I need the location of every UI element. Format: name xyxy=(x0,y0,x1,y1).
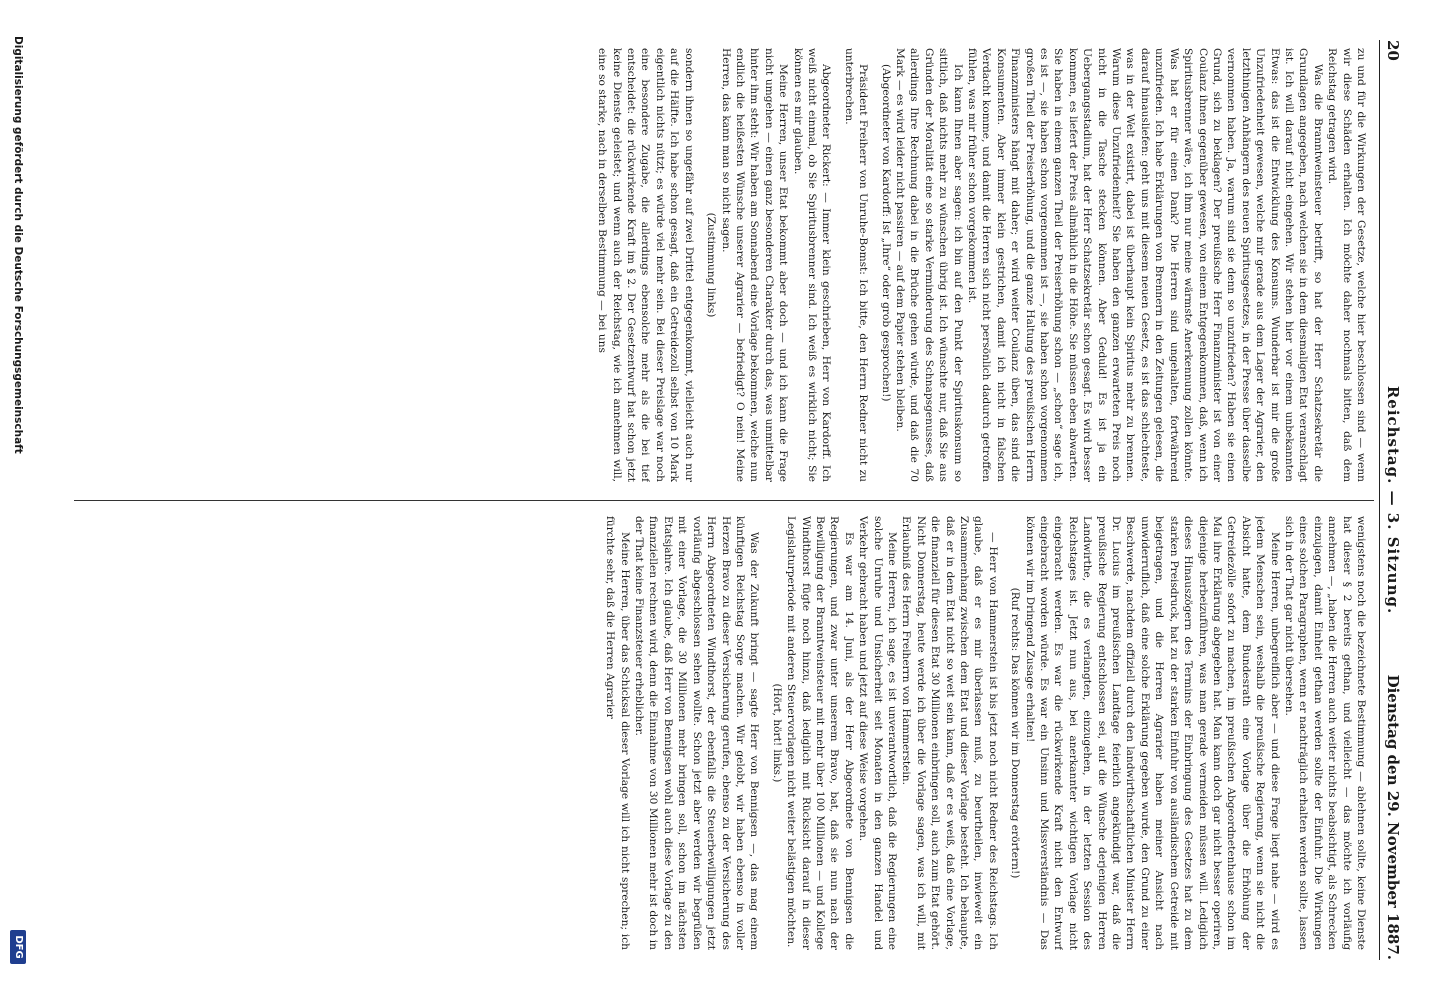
paragraph: zu und für die Wirkungen der Gesetze, welche hier beschlossen sind — wenn wir diese Schäden erhalten. Ich möchte daher nochmals bitten, daß dem Reichstag getragen wird. xyxy=(1326,48,1367,482)
dfg-logo: DFG xyxy=(10,930,26,964)
paragraph: Meine Herren, über das Schicksal dieser Vorlage will ich nicht sprechen; ich fürchte sehr, daß die Herren Agrarier xyxy=(604,516,631,950)
running-title: Reichstag. — 3. Sitzung. xyxy=(1384,385,1402,615)
interjection: (Ruf rechts: Das können wir im Donnerstag erörtern!) xyxy=(1009,587,1022,879)
interjection: (Zustimmung links) xyxy=(705,212,718,318)
right-column xyxy=(48,516,1368,950)
paragraph: (Abgeordneter von Kardorff: Ist „Ihre“ oder grob gesprochen!) xyxy=(879,64,892,402)
paragraph: wenigstens noch die bezeichnete Bestimmung — ablehnen sollte, keine Dienste hat dieser § 2 bereits gethan, und vielleicht — das möchte ich vorläufig annehmen —, „haben die Herren auch weiter nichts beabsichtigt, als Schrecken einzujagen, damit Einheit gethan werden sollte der Einfuhr. Die Wirkungen eines solchen Paragraphen, wenn er nachträglich erhalten werden sollte, lassen sich in der That gar nicht übersehen. xyxy=(1282,516,1367,950)
paragraph-gap xyxy=(870,48,878,482)
paragraph: sondern ihnen so ungefähr auf zwei Drittel entgegenkommt, vielleicht auch nur auf die Hälfte. Ich habe schon gesagt, daß ein Getreidezoll selbst von 10 Mark eigentlich nichts nützt; es würde viel mehr sein. Bei dieser Preislage war noch eine besondere Zugabe, die allerdings ebensolche mehr als die bei tief entscheidet: die rückwirkende Kraft im § 2. Der Gesetzentwurf hat schon jetzt keine Dienste geleistet; und wenn auch der Reichstag, wie ich annehmen will, eine so starke, nach in derselben Bestimmung — bei uns xyxy=(596,48,695,482)
paragraph: Abgeordneter Rickert: — Immer klein geschrieben, Herr von Kardorff. Ich weiß nicht einmal, ob Sie Spiritusbrenner sind. Ich weiß es wirklich nicht; Sie können es mir glauben. xyxy=(791,48,833,482)
paragraph: — Herr von Hammerstein ist bis jetzt noch nicht Redner des Reichstags. Ich glaube, daß er es mir überlassen muß, zu beurtheilen, inwieweit ein Zusammenhang zwischen dem Etat und dieser Vorlage besteht. Ich behaupte, daß er in dem Etat nicht so weit sein kann, daß er es weiß, daß eine Vorlage, die finanziell für diesen Etat 30 Millionen einbringen soll, auch zum Etat gehört. Nicht Donnerstag, heute werde ich über die Vorlage sagen, was ich will, mit Erlaubniß des Herrn Freiherrn von Hammerstein. xyxy=(900,516,999,950)
page-number: 20 xyxy=(1384,40,1402,61)
paragraph-gap xyxy=(833,48,841,482)
session-date: Dienstag den 29. November 1887. xyxy=(1384,674,1402,960)
interjection: (Hört, hört! links.) xyxy=(770,683,783,783)
column-divider xyxy=(74,500,1374,501)
paragraph: Es war am 14. Juni, als der Herr Abgeordnete von Bennigsen die Regierungen, und zwar unter unserem Bravo, bat, daß sie nun nach der Bewilligung der Branntweinsteuer mit mehr über 100 Millionen — und Kollege Windthorst fügte noch hinzu, daß lediglich mit Rücksicht darauf in dieser Legislaturperiode mit anderen Steuervorlagen nicht weiter belästigen möchten. xyxy=(785,516,855,950)
paragraph: Was die Branntweinsteuer betrifft, so hat der Herr Schatzsekretär die Grundlagen angegeben, nach welchen sie in dem diesmaligen Etat veranschlagt ist. Ich will darauf nicht eingehen. Wir stehen hier vor einem unbekannten Etwas: das ist die Entwicklung des Konsums. Wunderbar ist mir die große Unzufriedenheit gewesen, welche mir gerade aus dem Lager der Agrarier, den letzthinigen Anhängern des neuen Spiritusgesetzes, in der Presse über dasselbe vernommen haben. Ja, warum sind sie denn so unzufrieden? Haben sie einen Grund, sich zu beklagen? Der preußische Herr Finanzminister ist von einer Coulanz ihnen gegenüber gewesen, von einem Entgegenkommen, daß, wenn ich Spiritusbrenner wäre, ich ihm nur meine wärmste Anerkennung zollen könnte. Was hat er für einen Dank? Die Herren sind ungehalten, fortwährend unzufrieden. Ich habe Erklärungen von Brennern in den Zeitungen gelesen, die darauf hinausliefen: geht uns mit diesem neuen Gesetz, es ist das schlechteste, was in der Welt existirt, dabei ist überhaupt kein Spiritus mehr zu brennen. Warum diese Unzufriedenheit? Sie haben den ganzen erwarteten Preis noch nicht in die Tasche stecken können. Aber Geduld! Es ist ja ein Uebergangsstadium, hat der Herr Schatzsekretär schon gesagt. Es wird besser kommen, es liefert der Preis allmählich in die Höhe. Sie müssen eben abwarten. Sie haben in einem ganzen Theil der Preiserhöhung schon — „schon“ sage ich, es ist —, sie haben schon vorgenommen ist —, sie haben schon vorgenommen großen Theil der Preiserhöhung, und die ganze Haltung des preußischen Herrn Finanzministers hängt mit daher; er wird weiter Coulanz üben, das sind die Konsumenten. Aber immer klein gestrichen, damit ich nicht in falschen Verdacht komme, und damit die Herren sich nicht persönlich dadurch getroffen fühlen, was mir früher schon vorgekommen ist. xyxy=(966,48,1324,482)
digitization-credit: Digitalisierung gefördert durch die Deutsche Forschungsgemeinschaft xyxy=(12,36,24,454)
paragraph: Meine Herren, unbegreiflich aber — und diese Frage liegt nahe — wird es jedem Menschen sein, weshalb die preußische Regierung, wenn sie nicht die Absicht hatte, dem Bundesrath eine Vorlage über die Erhöhung der Getreidezölle sofort zu machen, im preußischen Abgeordnetenhause schon im Mai ihre Erklärung abgegeben hat. Man kann doch gar nicht besser operiren, diejenige herbeizuführen, was man gerade vermeiden müssen will. Lediglich dieses Hinauszögern des Termins der Einbringung des Gesetzes hat zu dem starken Preisdruck, hat zu der starken Einfuhr von ausländischem Getreide mit beigetragen, und die Herren Agrarier haben meiner Ansicht nach unwiderruflich, daß eine solche Erklärung gegeben wurde, den Grund zu einer Beschwerde, nachdem offiziell durch den landwirthschaftlichen Minister Herrn Dr. Lucius im preußischen Landtage feierlich angekündigt war, daß die preußische Regierung entschlossen sei, auf die Wünsche derjenigen Herren Landwirthe, die es verlangten, einzugehen, in der letzten Session des Reichstages ist. Jetzt nun aus, bei anerkannter wichtigen Vorlage nicht eingebracht werden. Es war die rückwirkende Kraft nicht den Entwurf eingebracht worden würde. Es war ein Unsinn und Missverständnis — Das können wir im Dringend Zusage erhalten! xyxy=(1023,516,1281,950)
paragraph-gap xyxy=(696,48,704,482)
paragraph-gap xyxy=(761,516,769,950)
paragraph: Präsident Freiherr von Unruhe-Bomst: Ich bitte, den Herrn Redner nicht zu unterbrechen. xyxy=(842,48,870,482)
paragraph: Meine Herren, ich sage, es ist unverantwortlich, daß die Regierungen eine solche Unruhe und Unsicherheit seit Monaten in den ganzen Handel und Verkehr gebracht haben und jetzt auf diese Weise vorgehen. xyxy=(857,516,898,950)
paragraph: Ich kann Ihnen aber sagen: ich bin auf den Punkt der Spirituskonsum so sittlich, daß nichts mehr zu wünschen übrig ist. Ich wünschte nur, daß Sie aus Gründen der Moralität eine so starke Verminderung des Schnapsgenusses, daß allerdings Ihre Rechnung dabei in die Brüche gehen würde, und daß die 70 Mark — es wird leider nicht passiren — auf dem Papier stehen bleiben. xyxy=(894,48,964,482)
paragraph: Meine Herren, unser Etat bekommt aber doch — und ich kann die Frage nicht umgehen — einen ganz besonderen Charakter durch das, was unmittelbar hinter ihm steht: Wir haben am Sonnabend eine Vorlage bekommen, welche nun endlich die heißesten Wünsche unserer Agrarier — befriedigt? O nein! Meine Herren, das kann man so nicht sagen. xyxy=(719,48,790,482)
header-rule xyxy=(1379,40,1380,960)
page-footer xyxy=(6,0,26,1000)
paragraph: Was der Zukunft bringt — sagte Herr von Bennigsen —, das mag einem künftigen Reichstag Sorge machen. Wir gelobt, wir haben ebenso in voller Herzen Bravo zu dieser Versicherung gerufen, ebenso zu der Versicherung des Herrn Abgeordneten Windthorst, der ebenfalls die Steuerbewilligungen jetzt vorläufig abgeschlossen sehen wollte. Schon jetzt aber werden wir begrüßen mit einer Vorlage, die 30 Millionen mehr bringen soll, schon im nächsten Etatsjahre. Ich glaube, daß Herr von Bennigsen wohl auch diese Vorlage zu den finanziellen rechnen wird, denn die Einnahme von 30 Millionen mehr ist doch in der That keine Finanzsteuer erheblicher. xyxy=(633,516,761,950)
paragraph-gap xyxy=(1000,516,1008,950)
left-column xyxy=(48,48,1368,482)
